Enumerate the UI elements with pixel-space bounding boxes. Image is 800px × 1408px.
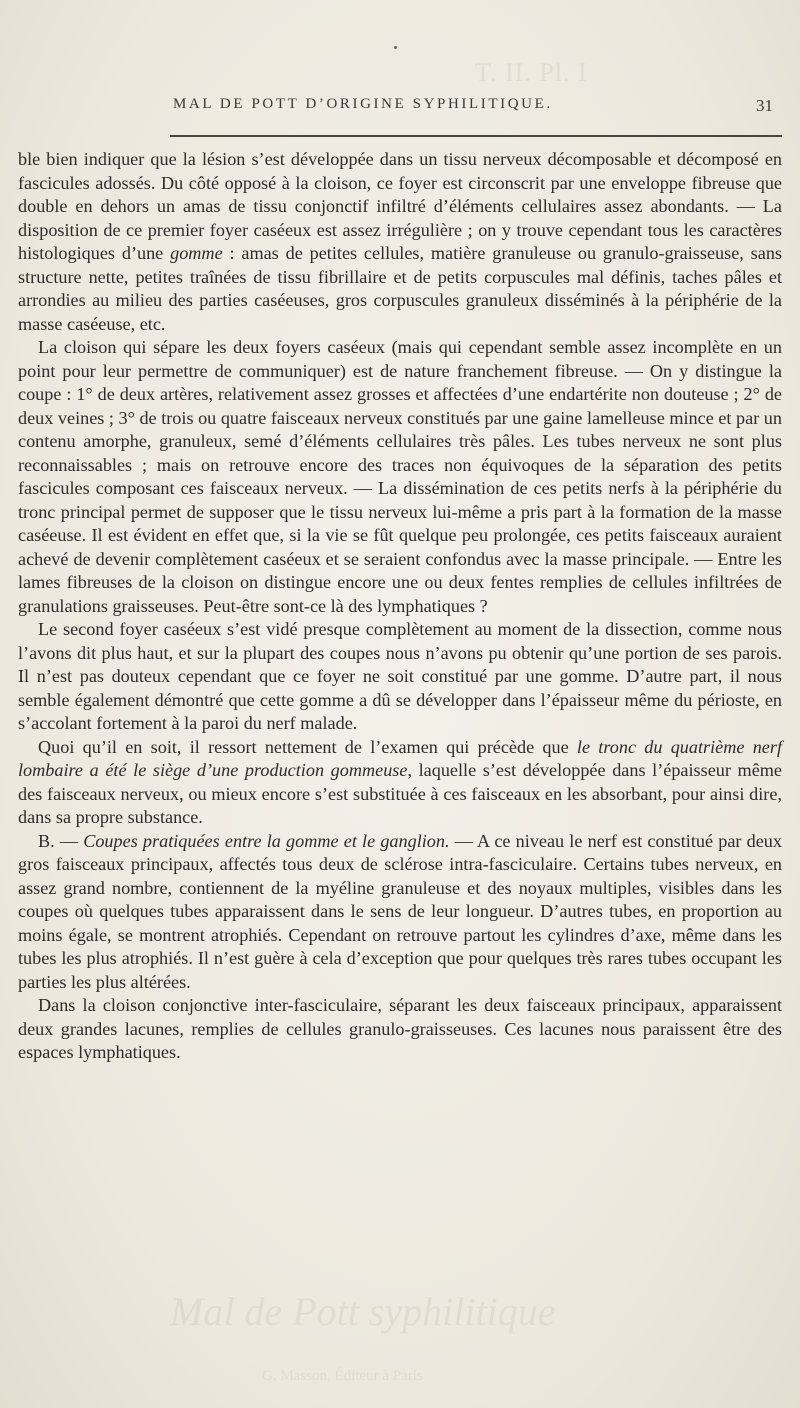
bleed-through-publisher: G. Masson, Éditeur à Paris	[262, 1368, 423, 1384]
bleed-through-plate-title: Mal de Pott syphilitique	[170, 1289, 556, 1334]
text-run: Quoi qu’il en soit, il ressort nettement de l’examen qui précède que	[38, 736, 577, 757]
paragraph	[18, 618, 782, 736]
paragraph	[18, 994, 782, 1065]
text-run: Dans la cloison conjonctive inter-fasciculaire, séparant les deux faisceaux principaux, apparaissent deux grandes lacunes, remplies de cellules granulo-graisseuses. Ces lacunes nous paraissent être des espaces lymphatiques.	[18, 995, 782, 1062]
running-head: MAL DE POTT D’ORIGINE SYPHILITIQUE.	[173, 96, 553, 112]
paragraph	[18, 830, 782, 995]
text-run: — A ce niveau le nerf est constitué par deux gros faisceaux principaux, affectés tous deux de sclérose intra-fasciculaire. Certains tubes nerveux, en assez grand nombre, contiennent de la myéline granuleuse et des noyaux multiples, visibles dans les coupes où quelques tubes apparaissent dans le sens de leur longueur. D’autres tubes, en proportion au moins égale, se montrent atrophiés. Cependant on retrouve partout les cylindres d’axe, même dans les tubes les plus atrophiés. Il n’est guère à cela d’exception que pour quelques très rares tubes occupant les parties les plus altérées.	[18, 830, 782, 992]
body-text	[18, 148, 782, 1065]
text-run: B. —	[38, 830, 84, 851]
italic-text: Coupes pratiquées entre la gomme et le ganglion.	[83, 830, 450, 851]
text-run: , laquelle s’est développée dans l’épaisseur même des faisceaux nerveux, ou mieux encore s’est substituée à ces faisceaux en les absorbant, pour ainsi dire, dans sa propre substance.	[18, 760, 782, 827]
italic-text: le tronc du quatrième nerf lombaire a été le siège d’une production gommeuse	[18, 736, 783, 780]
text-run: Le second foyer caséeux s’est vidé presque complètement au moment de la dissection, comme nous l’avons dit plus haut, et sur la plupart des coupes nous n’avons pu obtenir qu’une portion de ses parois. Il n’est pas douteux cependant que ce foyer ne soit constitué par une gomme. D’autre part, il nous semble également démontré que cette gomme a dû se développer dans l’épaisseur même du périoste, en s’accolant fortement à la paroi du nerf malade.	[18, 619, 782, 733]
page-header	[0, 96, 800, 120]
bleed-through-plate-label: T. II. Pl. I	[475, 58, 588, 87]
header-rule	[170, 135, 782, 137]
paragraph	[18, 336, 782, 618]
paragraph	[18, 148, 782, 336]
text-run: La cloison qui sépare les deux foyers caséeux (mais qui cependant semble assez incomplète en un point pour leur permettre de communiquer) est de nature franchement fibreuse. — On y distingue la coupe : 1° de deux artères, relativement assez grosses et affectées d’une endartérite non douteuse ; 2° de deux veines ; 3° de trois ou quatre faisceaux nerveux constitués par une gaine lamelleuse mince et par un contenu amorphe, granuleux, semé d’éléments cellulaires très pâles. Les tubes nerveux ne sont plus reconnaissables ; mais on retrouve encore des traces non équivoques de la séparation des petits fascicules composant ces faisceaux nerveux. — La dissémination de ces petits nerfs à la périphérie du tronc principal permet de supposer que le tissu nerveux lui-même a pris part à la formation de la masse caséeuse. Il est évident en effet que, si la vie se fût quelque peu prolongée, ces petits faisceaux auraient achevé de devenir complètement caséeux et se seraient confondus avec la masse principale. — Entre les lames fibreuses de la cloison on distingue encore une ou deux fentes remplies de cellules infiltrées de granulations graisseuses. Peut-être sont-ce là des lymphatiques ?	[18, 337, 782, 616]
italic-text: gomme	[170, 243, 223, 263]
page-number: 31	[756, 96, 773, 115]
paper-speck	[394, 46, 397, 49]
paragraph	[18, 736, 782, 830]
text-run: : amas de petites cellules, matière granuleuse ou granulo-graisseuse, sans structure nette, petites traînées de tissu fibrillaire et de petits corpuscules mal définis, taches pâles et arrondies au milieu des parties caséeuses, gros corpuscules granuleux disséminés à la périphérie de la masse caséeuse, etc.	[18, 243, 782, 334]
text-run: ble bien indiquer que la lésion s’est développée dans un tissu nerveux décomposable et décomposé en fascicules adossés. Du côté opposé à la cloison, ce foyer est circonscrit par une enveloppe fibreuse que double en dehors un amas de tissu conjonctif infiltré d’éléments cellulaires assez abondants. — La disposition de ce premier foyer caséeux est assez irrégulière ; on y trouve cependant tous les caractères histologiques d’une	[18, 149, 782, 263]
